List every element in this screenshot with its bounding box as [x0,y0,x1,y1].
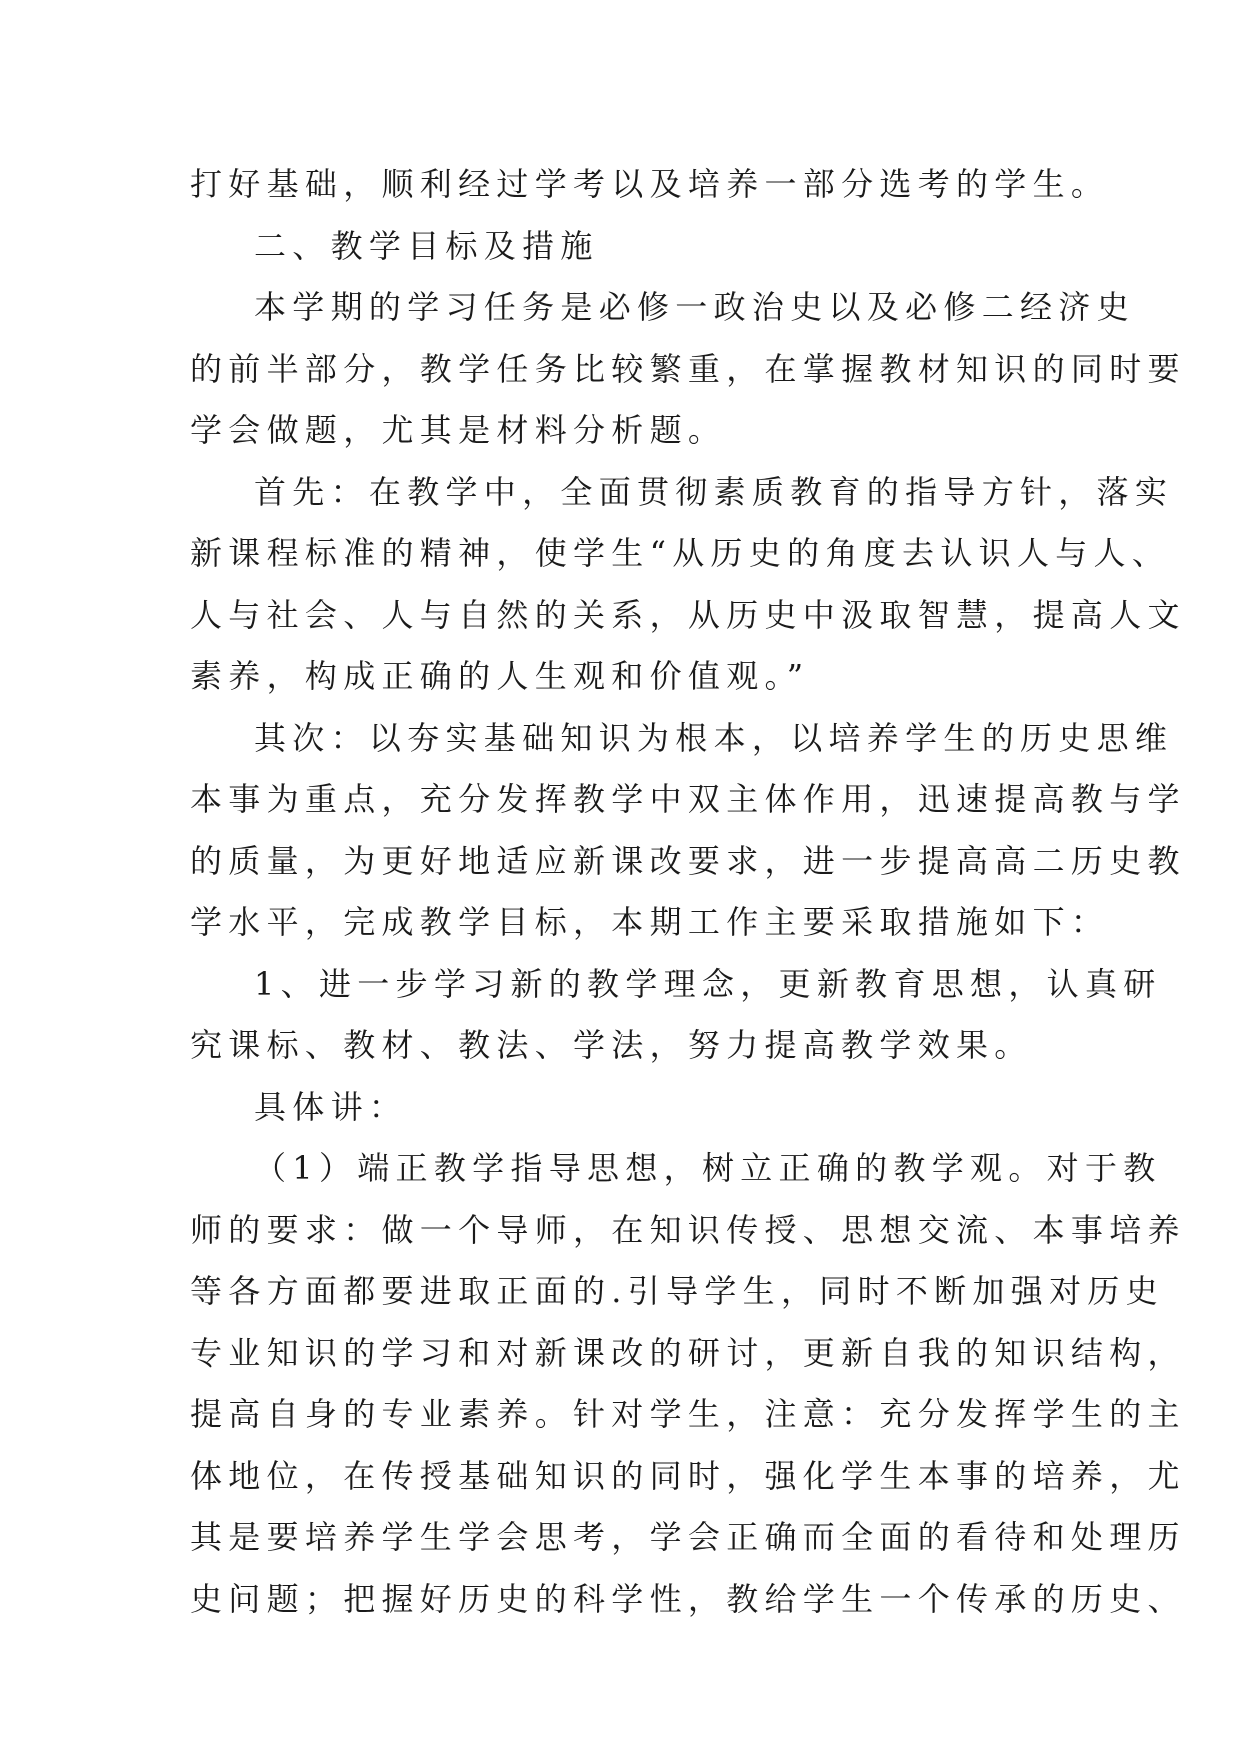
section-heading: 二、教学目标及措施 [254,226,599,265]
text-line: 新课程标准的精神，使学生“从历史的角度去认识人与人、 [190,534,1171,572]
text-line: 本事为重点，充分发挥教学中双主体作用，迅速提高教与学 [190,780,1186,818]
text-line: 人与社会、人与自然的关系，从历史中汲取智慧，提高人文 [190,595,1186,634]
text-line: 史问题；把握好历史的科学性，教给学生一个传承的历史、 [190,1579,1186,1618]
text-line: 素养，构成正确的人生观和价值观。” [190,657,810,695]
text-line: 提高自身的专业素养。针对学生，注意：充分发挥学生的主 [190,1395,1186,1433]
text-line: 学水平，完成教学目标，本期工作主要采取措施如下： [190,903,1110,941]
text-line: 的质量，为更好地适应新课改要求，进一步提高高二历史教 [190,841,1186,880]
text-line: 其次：以夯实基础知识为根本，以培养学生的历史思维 [254,718,1174,757]
text-line: 等各方面都要进取正面的.引导学生，同时不断加强对历史 [190,1272,1164,1310]
text-line: 究课标、教材、教法、学法，努力提高教学效果。 [190,1026,1033,1064]
text-line: 体地位，在传授基础知识的同时，强化学生本事的培养，尤 [190,1456,1186,1495]
text-line: 1、进一步学习新的教学理念，更新教育思想，认真研 [254,964,1162,1003]
text-line: 师的要求：做一个导师，在知识传授、思想交流、本事培养 [190,1210,1186,1249]
text-line: 的前半部分，教学任务比较繁重，在掌握教材知识的同时要 [190,349,1186,388]
text-line: 其是要培养学生学会思考，学会正确而全面的看待和处理历 [190,1518,1186,1556]
text-line: 专业知识的学习和对新课改的研讨，更新自我的知识结构， [190,1333,1186,1372]
text-line: 本学期的学习任务是必修一政治史以及必修二经济史 [254,288,1135,326]
text-line: （1）端正教学指导思想，树立正确的教学观。对于教 [254,1149,1162,1187]
text-line: 首先：在教学中，全面贯彻素质教育的指导方针，落实 [254,472,1174,511]
body-text [190,154,1186,1630]
text-line: 打好基础，顺利经过学考以及培养一部分选考的学生。 [190,165,1110,203]
text-line: 具体讲： [254,1087,408,1126]
text-line: 学会做题，尤其是材料分析题。 [190,411,727,449]
